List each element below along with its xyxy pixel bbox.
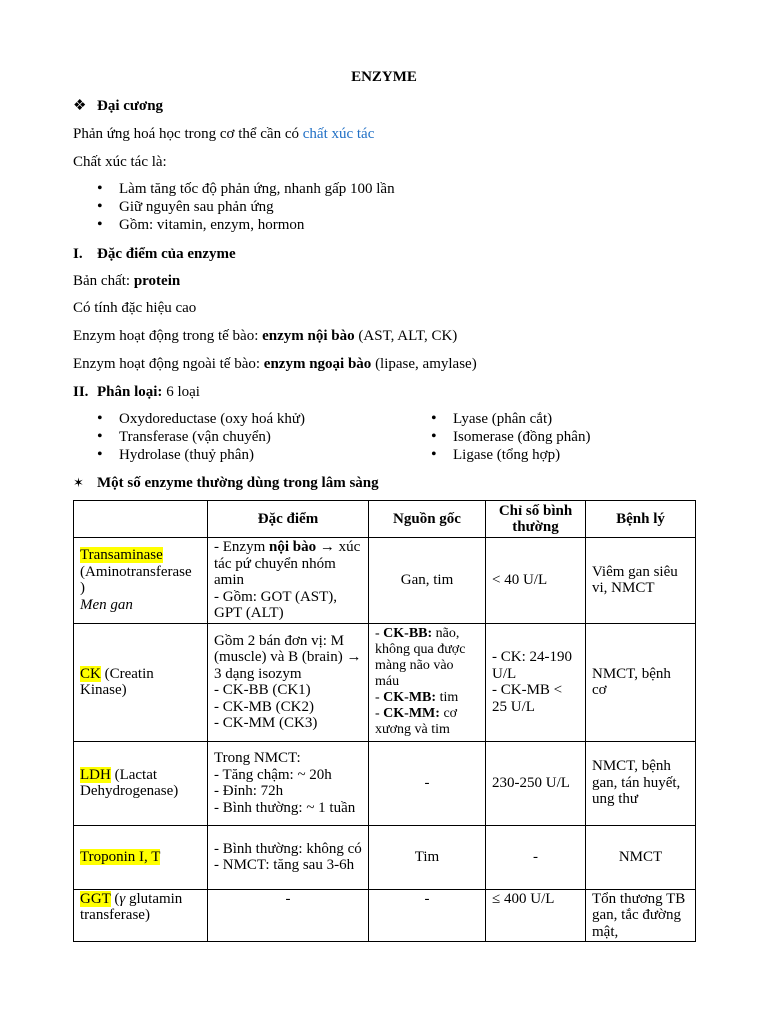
header-cell: Đặc điểm xyxy=(208,501,369,538)
table-header-row xyxy=(74,501,696,538)
disease-cell: NMCT, bệnh gan, tán huyết, ung thư xyxy=(586,741,696,825)
source-cell: Gan, tim xyxy=(369,538,486,624)
disease-cell: Viêm gan siêu vi, NMCT xyxy=(586,538,696,624)
enzyme-table xyxy=(73,500,696,942)
feature-cell: - Bình thường: không có - NMCT: tăng sau 3-6h xyxy=(208,825,369,889)
general-line-2: Chất xúc tác là: xyxy=(73,154,167,170)
list-item: • Isomerase (đồng phân) xyxy=(431,428,590,446)
catalyst-link[interactable]: chất xúc tác xyxy=(302,126,375,142)
enzyme-name-cell: CK (Creatin Kinase) xyxy=(74,623,208,741)
feature-cell: Trong NMCT: - Tăng chậm: ~ 20h - Đỉnh: 72h - Bình thường: ~ 1 tuần xyxy=(208,741,369,825)
feature-cell: - Enzym nội bào → xúc tác pứ chuyển nhóm amin - Gồm: GOT (AST), GPT (ALT) xyxy=(208,538,369,624)
header-cell: Chỉ số bình thường xyxy=(486,501,586,538)
disease-cell: NMCT, bệnh cơ xyxy=(586,623,696,741)
list-item: • Transferase (vận chuyển) xyxy=(97,428,305,446)
list-item: • Ligase (tổng hợp) xyxy=(431,446,590,464)
general-heading: ❖ Đại cương xyxy=(73,98,164,114)
table-row xyxy=(74,889,696,942)
header-cell: Nguồn gốc xyxy=(369,501,486,538)
normal-cell: 230-250 U/L xyxy=(486,741,586,825)
table-row xyxy=(74,741,696,825)
enzyme-name: GGT xyxy=(80,890,111,907)
source-cell: - CK-BB: não, không qua được màng não vào máu - CK-MB: tim - CK-MM: cơ xương và tim xyxy=(369,623,486,741)
list-item: • Hydrolase (thuỷ phân) xyxy=(97,446,305,464)
list-item: • Gồm: vitamin, enzym, hormon xyxy=(97,216,395,234)
table-row xyxy=(74,825,696,889)
disease-cell: NMCT xyxy=(586,825,696,889)
clinical-heading: ✶ Một số enzyme thường dùng trong lâm sàng xyxy=(73,475,379,491)
classification-list-right xyxy=(431,410,590,464)
intracellular-line: Enzym hoạt động trong tế bào: enzym nội bào (AST, ALT, CK) xyxy=(73,328,458,344)
list-item: • Giữ nguyên sau phản ứng xyxy=(97,198,395,216)
enzyme-name-cell: Transaminase (Aminotransferase ) Men gan xyxy=(74,538,208,624)
header-cell: Bệnh lý xyxy=(586,501,696,538)
section-1-heading: I. Đặc điểm của enzyme xyxy=(73,246,236,262)
enzyme-name-cell xyxy=(74,825,208,889)
classification-list-left xyxy=(97,410,305,464)
table-row xyxy=(74,623,696,741)
general-line-1: Phản ứng hoá học trong cơ thể cần có chất xúc tác xyxy=(73,126,375,142)
document-title: ENZYME xyxy=(351,69,417,85)
enzyme-name: LDH xyxy=(80,766,111,783)
normal-cell: - CK: 24-190 U/L - CK-MB < 25 U/L xyxy=(486,623,586,741)
list-item: • Lyase (phân cắt) xyxy=(431,410,590,428)
extracellular-line: Enzym hoạt động ngoài tế bào: enzym ngoại bào (lipase, amylase) xyxy=(73,356,477,372)
enzyme-name-cell: GGT (γ glutamin transferase) xyxy=(74,889,208,942)
header-cell xyxy=(74,501,208,538)
disease-cell: Tổn thương TB gan, tắc đường mật, xyxy=(586,889,696,942)
catalyst-bullet-list xyxy=(97,180,395,234)
normal-cell: - xyxy=(486,825,586,889)
list-item: • Oxydoreductase (oxy hoá khử) xyxy=(97,410,305,428)
star-bullet-icon: ✶ xyxy=(73,475,84,490)
section-2-heading: II. Phân loại: 6 loại xyxy=(73,384,200,400)
list-item: • Làm tăng tốc độ phản ứng, nhanh gấp 100 lần xyxy=(97,180,395,198)
feature-cell: - xyxy=(208,889,369,942)
enzyme-name: Troponin I, T xyxy=(80,848,161,865)
enzyme-name-cell: LDH (Lactat Dehydrogenase) xyxy=(74,741,208,825)
feature-cell: Gồm 2 bán đơn vị: M (muscle) và B (brain) → 3 dạng isozym - CK-BB (CK1) - CK-MB (CK2) - CK-MM (CK3) xyxy=(208,623,369,741)
normal-cell: ≤ 400 U/L xyxy=(486,889,586,942)
nature-line: Bản chất: protein xyxy=(73,273,181,289)
source-cell: - xyxy=(369,889,486,942)
enzyme-name: Transaminase xyxy=(80,547,163,564)
source-cell: Tim xyxy=(369,825,486,889)
source-cell: - xyxy=(369,741,486,825)
diamond-bullet-icon: ❖ xyxy=(73,98,87,114)
specificity-line: Có tính đặc hiệu cao xyxy=(73,300,197,316)
table-row xyxy=(74,538,696,624)
enzyme-name: CK xyxy=(80,665,101,682)
normal-cell: < 40 U/L xyxy=(486,538,586,624)
